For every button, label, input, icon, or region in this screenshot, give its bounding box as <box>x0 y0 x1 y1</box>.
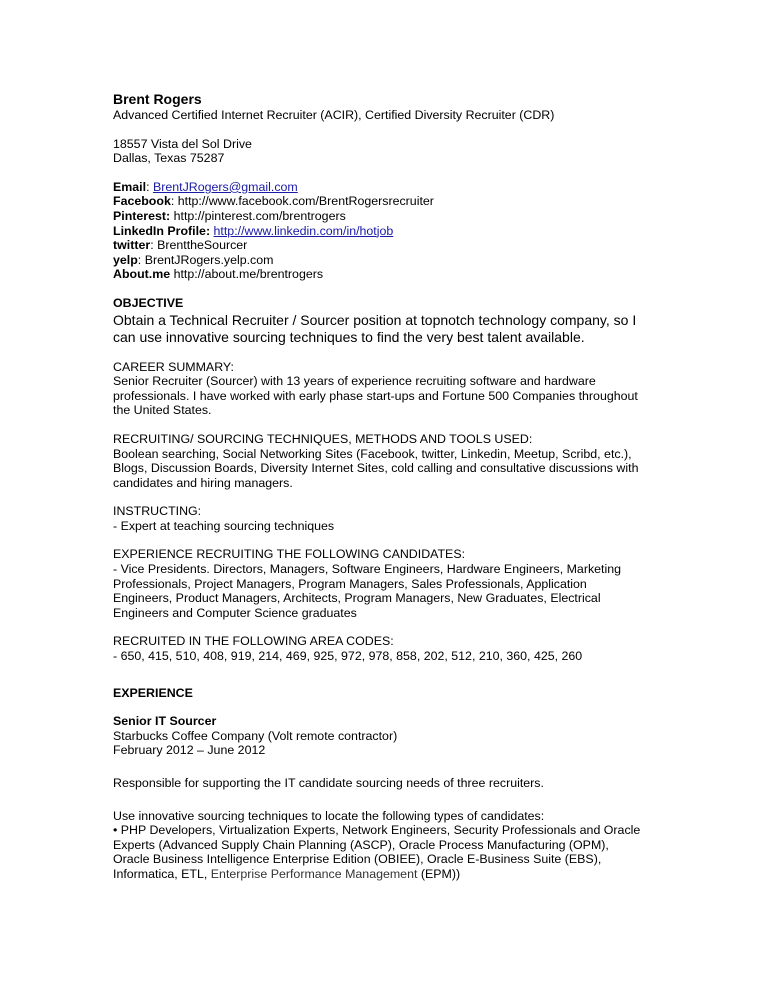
job-bullet-line-4-a: Informatica, ETL, <box>113 866 211 881</box>
job-title <box>113 714 673 729</box>
candidate-name: Brent Rogers <box>113 91 202 107</box>
techniques-line-2: Blogs, Discussion Boards, Diversity Internet Sites, cold calling and consultative discussions with <box>113 461 639 476</box>
aboutme-value: http://about.me/brentrogers <box>173 267 324 282</box>
twitter-value: BrenttheSourcer <box>157 238 248 253</box>
job-responsibility: Responsible for supporting the IT candidate sourcing needs of three recruiters. <box>113 776 544 790</box>
techniques-line-3: candidates and hiring managers. <box>113 475 293 490</box>
job-bullet-line-4-b: Enterprise Performance Management <box>210 866 418 881</box>
resume-content <box>113 91 673 882</box>
facebook-value: http://www.facebook.com/BrentRogersrecruiter <box>177 194 434 209</box>
candidates-line-2: Professionals, Project Managers, Program Managers, Sales Professionals, Application <box>113 576 587 591</box>
pinterest-label: Pinterest: <box>113 208 171 223</box>
linkedin-label: LinkedIn Profile: <box>113 223 211 238</box>
objective-text <box>113 312 673 346</box>
experience-heading <box>113 686 673 701</box>
contact-email: Email: BrentJRogers@gmail.com <box>113 179 298 194</box>
objective-heading <box>113 296 673 311</box>
job-bullet-line-4 <box>113 867 673 882</box>
experience-heading-text: EXPERIENCE <box>113 685 193 700</box>
aboutme-label: About.me <box>113 267 171 282</box>
area-codes-heading: RECRUITED IN THE FOLLOWING AREA CODES: <box>113 634 394 649</box>
linkedin-link[interactable]: http://www.linkedin.com/in/hotjob <box>213 223 394 238</box>
contact-aboutme <box>113 267 673 282</box>
career-summary-line-2: professionals. I have worked with early phase start-ups and Fortune 500 Companies throughout <box>113 388 638 403</box>
career-summary-line-1: Senior Recruiter (Sourcer) with 13 years of experience recruiting software and hardware <box>113 374 596 389</box>
candidates-line-4: Engineers and Computer Science graduates <box>113 605 357 620</box>
yelp-value: BrentJRogers.yelp.com <box>144 252 274 267</box>
yelp-label: yelp <box>113 252 138 267</box>
address-line-1: 18557 Vista del Sol Drive <box>113 136 252 151</box>
candidates-heading: EXPERIENCE RECRUITING THE FOLLOWING CANDIDATES: <box>113 547 466 562</box>
twitter-label: twitter <box>113 238 151 253</box>
objective-heading-text: OBJECTIVE <box>113 295 184 310</box>
candidates-line-1: - Vice Presidents. Directors, Managers, Software Engineers, Hardware Engineers, Marketing <box>113 562 622 577</box>
job-company: Starbucks Coffee Company (Volt remote contractor) <box>113 728 398 743</box>
contact-twitter: twitter: BrenttheSourcer <box>113 238 248 253</box>
address-line-2: Dallas, Texas 75287 <box>113 151 225 166</box>
instructing-heading: INSTRUCTING: <box>113 504 202 519</box>
contact-pinterest <box>113 209 673 224</box>
job-bullet-line-2: Experts (Advanced Supply Chain Planning (ASCP), Oracle Process Manufacturing (OPM), <box>113 837 609 852</box>
career-summary-heading: CAREER SUMMARY: <box>113 359 234 374</box>
career-summary-line-3: the United States. <box>113 403 212 418</box>
credentials: Advanced Certified Internet Recruiter (ACIR), Certified Diversity Recruiter (CDR) <box>113 108 555 122</box>
email-link[interactable]: BrentJRogers@gmail.com <box>152 179 298 194</box>
job-techniques-intro: Use innovative sourcing techniques to locate the following types of candidates: <box>113 808 545 823</box>
job-bullet-line-3: Oracle Business Intelligence Enterprise Edition (OBIEE), Oracle E-Business Suite (EBS), <box>113 852 602 867</box>
email-label: Email <box>113 179 147 194</box>
contact-linkedin <box>113 224 673 239</box>
job-bullet-line-4-c: (EPM)) <box>417 866 461 881</box>
contact-yelp: yelp: BrentJRogers.yelp.com <box>113 252 274 267</box>
facebook-label: Facebook <box>113 194 171 209</box>
job-dates: February 2012 – June 2012 <box>113 743 266 758</box>
instructing-line-1: - Expert at teaching sourcing techniques <box>113 518 335 533</box>
techniques-heading: RECRUITING/ SOURCING TECHNIQUES, METHODS AND TOOLS USED: <box>113 431 533 446</box>
candidates-line-3: Engineers, Product Managers, Architects, Program Managers, New Graduates, Electrical <box>113 591 601 606</box>
techniques-line-1: Boolean searching, Social Networking Sites (Facebook, twitter, Linkedin, Meetup, Scribd, etc.), <box>113 446 632 461</box>
objective-line-1: Obtain a Technical Recruiter / Sourcer position at topnotch technology company, so I <box>113 311 637 328</box>
area-codes-line-1: - 650, 415, 510, 408, 919, 214, 469, 925, 972, 978, 858, 202, 512, 210, 360, 425, 260 <box>113 649 583 664</box>
contact-facebook: Facebook: http://www.facebook.com/BrentRogersrecruiter <box>113 194 434 209</box>
job-title-text: Senior IT Sourcer <box>113 714 217 729</box>
objective-line-2: can use innovative sourcing techniques to find the very best talent available. <box>113 328 585 345</box>
job-bullet-line-1: • PHP Developers, Virtualization Experts, Network Engineers, Security Professionals and Oracle <box>113 823 641 838</box>
pinterest-value: http://pinterest.com/brentrogers <box>173 208 346 223</box>
